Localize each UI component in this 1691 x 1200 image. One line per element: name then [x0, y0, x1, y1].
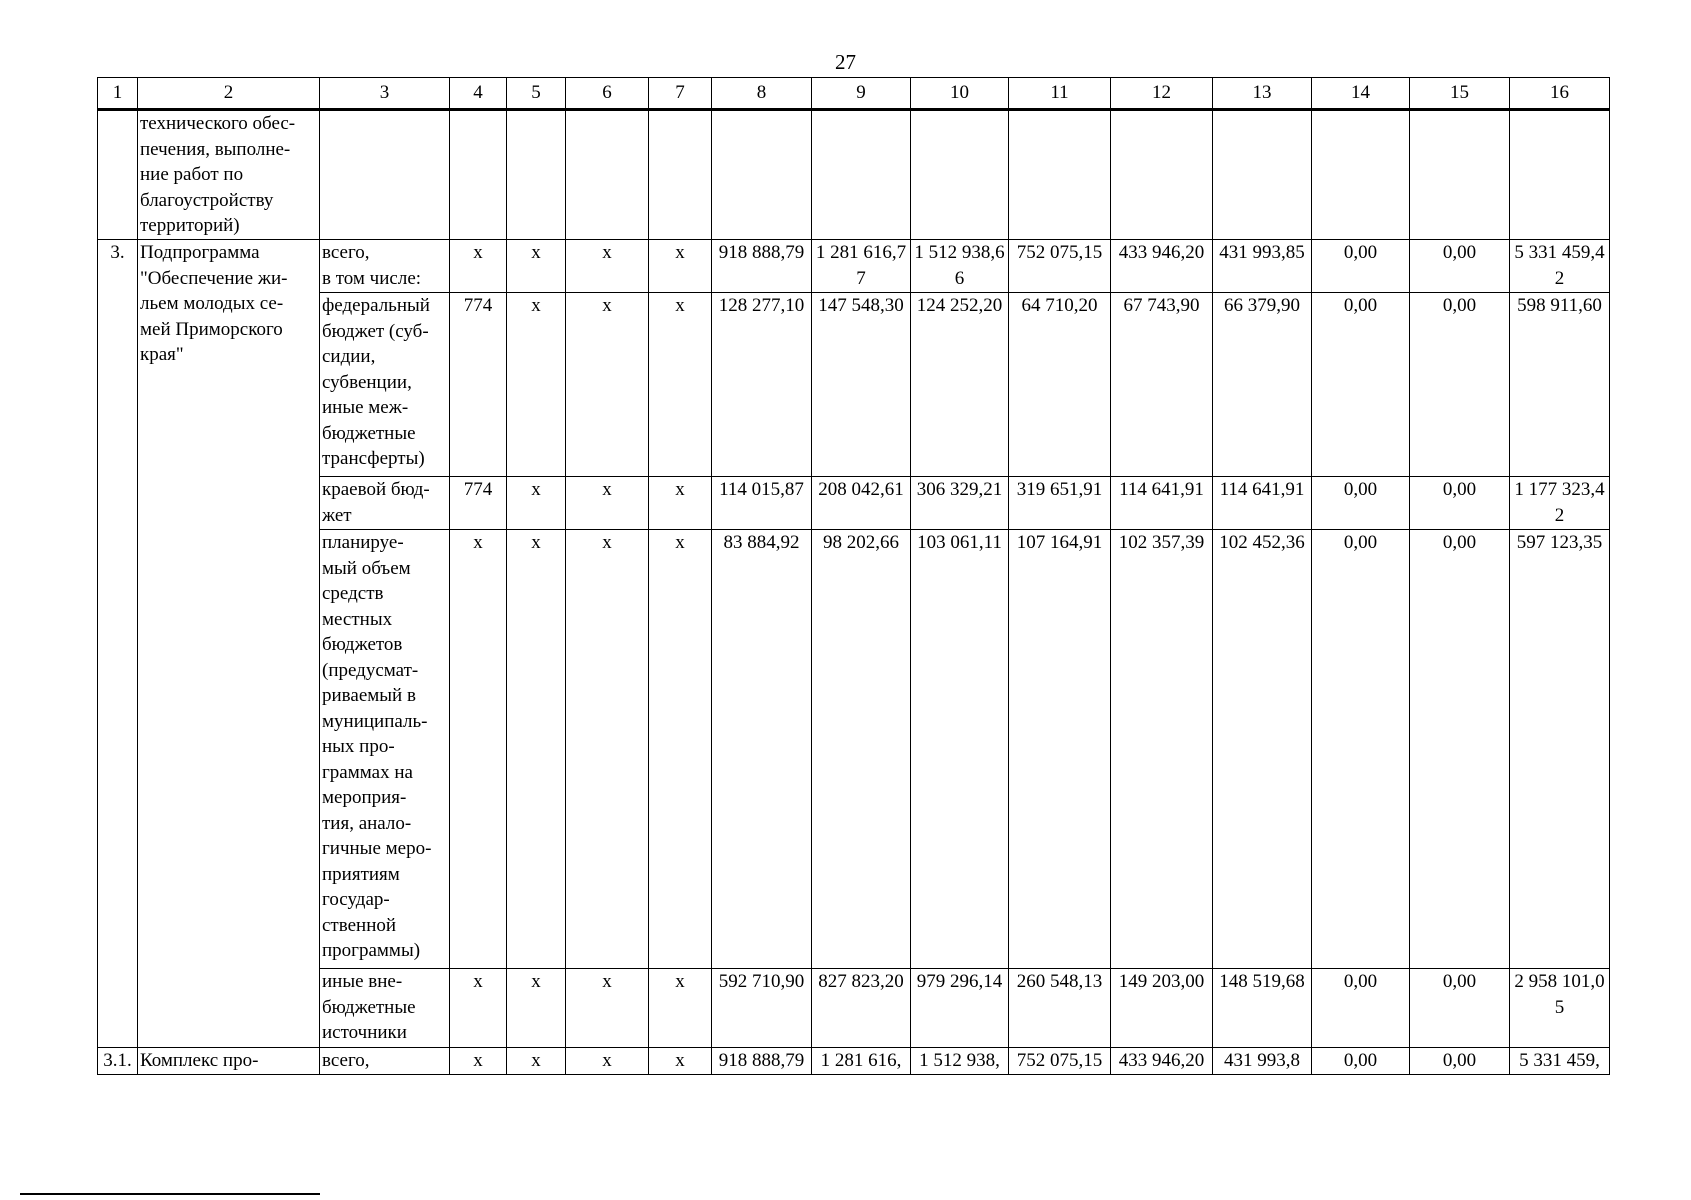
value-cell: 114 641,91 [1111, 477, 1213, 530]
source-cell: иные вне- бюджетные источники [320, 969, 450, 1048]
subprogram-name-cell: Комплекс про- [138, 1048, 320, 1075]
value-cell: 0,00 [1410, 969, 1510, 1048]
value-cell: 114 015,87 [712, 477, 812, 530]
column-header: 16 [1510, 78, 1610, 110]
table-cell: x [450, 969, 507, 1048]
column-header: 12 [1111, 78, 1213, 110]
value-cell: 64 710,20 [1009, 293, 1111, 477]
table-cell: x [507, 1048, 566, 1075]
column-header: 2 [138, 78, 320, 110]
value-cell: 124 252,20 [911, 293, 1009, 477]
column-header: 6 [566, 78, 649, 110]
value-cell: 598 911,60 [1510, 293, 1610, 477]
value-cell: 0,00 [1312, 240, 1410, 293]
column-header: 8 [712, 78, 812, 110]
value-cell: 431 993,85 [1213, 240, 1312, 293]
value-cell: 433 946,20 [1111, 1048, 1213, 1075]
table-cell: x [566, 969, 649, 1048]
table-cell [1312, 110, 1410, 240]
footnote-divider [20, 1193, 320, 1195]
table-cell [1111, 110, 1213, 240]
budget-table [97, 77, 1610, 1075]
table-cell: технического обес- печения, выполне- ние работ по благоустройству территорий) [138, 110, 320, 240]
table-row [98, 969, 1610, 1048]
row-number-cell: 3. [98, 240, 138, 1048]
value-cell: 98 202,66 [812, 530, 911, 969]
table-cell [507, 110, 566, 240]
value-cell: 431 993,8 [1213, 1048, 1312, 1075]
page-number: 27 [835, 50, 856, 74]
table-row [98, 110, 1610, 240]
table-cell: x [507, 477, 566, 530]
value-cell: 1 281 616, [812, 1048, 911, 1075]
value-cell: 148 519,68 [1213, 969, 1312, 1048]
table-cell: x [649, 969, 712, 1048]
value-cell: 1 512 938, [911, 1048, 1009, 1075]
value-cell: 0,00 [1410, 1048, 1510, 1075]
value-cell: 752 075,15 [1009, 1048, 1111, 1075]
column-header: 3 [320, 78, 450, 110]
column-header: 10 [911, 78, 1009, 110]
table-cell: 774 [450, 293, 507, 477]
table-cell: x [507, 969, 566, 1048]
column-header: 1 [98, 78, 138, 110]
table-cell: x [566, 477, 649, 530]
value-cell: 1 512 938,66 [911, 240, 1009, 293]
source-cell: планируе- мый объем средств местных бюджетов (предусмат- риваемый в муниципаль- ных про- граммах на мероприя- тия, анало- гичные меро- приятиям государ- ственной программы) [320, 530, 450, 969]
table-cell: x [649, 477, 712, 530]
value-cell: 306 329,21 [911, 477, 1009, 530]
table-cell [98, 110, 138, 240]
column-header: 13 [1213, 78, 1312, 110]
column-header: 9 [812, 78, 911, 110]
value-cell: 128 277,10 [712, 293, 812, 477]
table-cell [812, 110, 911, 240]
value-cell: 103 061,11 [911, 530, 1009, 969]
column-header: 5 [507, 78, 566, 110]
value-cell: 0,00 [1312, 293, 1410, 477]
table-cell: x [566, 530, 649, 969]
value-cell: 102 452,36 [1213, 530, 1312, 969]
table-row [98, 477, 1610, 530]
column-header: 14 [1312, 78, 1410, 110]
column-header: 7 [649, 78, 712, 110]
table-cell [1213, 110, 1312, 240]
source-cell: федеральный бюджет (суб- сидии, субвенции, иные меж- бюджетные трансферты) [320, 293, 450, 477]
value-cell: 0,00 [1312, 530, 1410, 969]
table-cell: x [649, 293, 712, 477]
value-cell: 319 651,91 [1009, 477, 1111, 530]
value-cell: 0,00 [1410, 530, 1510, 969]
value-cell: 918 888,79 [712, 240, 812, 293]
value-cell: 0,00 [1410, 293, 1510, 477]
value-cell: 752 075,15 [1009, 240, 1111, 293]
value-cell: 827 823,20 [812, 969, 911, 1048]
table-row [98, 1048, 1610, 1075]
table-row [98, 530, 1610, 969]
table-row [98, 293, 1610, 477]
table-cell: x [450, 1048, 507, 1075]
table-cell [1410, 110, 1510, 240]
value-cell: 0,00 [1312, 477, 1410, 530]
value-cell: 433 946,20 [1111, 240, 1213, 293]
table-cell [320, 110, 450, 240]
table-cell: x [450, 530, 507, 969]
value-cell: 208 042,61 [812, 477, 911, 530]
table-cell: x [566, 1048, 649, 1075]
table-cell: x [450, 240, 507, 293]
value-cell: 67 743,90 [1111, 293, 1213, 477]
value-cell: 260 548,13 [1009, 969, 1111, 1048]
value-cell: 107 164,91 [1009, 530, 1111, 969]
table-cell: x [649, 530, 712, 969]
table-cell [649, 110, 712, 240]
value-cell: 5 331 459,42 [1510, 240, 1610, 293]
source-cell: всего, [320, 1048, 450, 1075]
table-cell [911, 110, 1009, 240]
table-cell: x [566, 293, 649, 477]
source-cell: всего, в том числе: [320, 240, 450, 293]
subprogram-name-cell: Подпрограмма "Обеспечение жи- льем молодых се- мей Приморского края" [138, 240, 320, 1048]
value-cell: 0,00 [1410, 240, 1510, 293]
table-cell: 774 [450, 477, 507, 530]
table-cell: x [566, 240, 649, 293]
table-cell: x [507, 530, 566, 969]
value-cell: 979 296,14 [911, 969, 1009, 1048]
value-cell: 2 958 101,05 [1510, 969, 1610, 1048]
value-cell: 1 281 616,77 [812, 240, 911, 293]
value-cell: 918 888,79 [712, 1048, 812, 1075]
value-cell: 149 203,00 [1111, 969, 1213, 1048]
value-cell: 5 331 459, [1510, 1048, 1610, 1075]
value-cell: 83 884,92 [712, 530, 812, 969]
row-number-cell: 3.1. [98, 1048, 138, 1075]
column-header: 15 [1410, 78, 1510, 110]
value-cell: 102 357,39 [1111, 530, 1213, 969]
table-cell [1510, 110, 1610, 240]
table-cell [450, 110, 507, 240]
value-cell: 597 123,35 [1510, 530, 1610, 969]
source-cell: краевой бюд- жет [320, 477, 450, 530]
value-cell: 114 641,91 [1213, 477, 1312, 530]
value-cell: 0,00 [1312, 969, 1410, 1048]
value-cell: 592 710,90 [712, 969, 812, 1048]
value-cell: 147 548,30 [812, 293, 911, 477]
table-cell [712, 110, 812, 240]
table-cell: x [649, 1048, 712, 1075]
header-row [98, 78, 1610, 110]
column-header: 4 [450, 78, 507, 110]
value-cell: 0,00 [1410, 477, 1510, 530]
value-cell: 0,00 [1312, 1048, 1410, 1075]
value-cell: 66 379,90 [1213, 293, 1312, 477]
column-header: 11 [1009, 78, 1111, 110]
table-cell: x [507, 293, 566, 477]
table-cell: x [507, 240, 566, 293]
table-cell: x [649, 240, 712, 293]
table-cell [1009, 110, 1111, 240]
table-row [98, 240, 1610, 293]
value-cell: 1 177 323,42 [1510, 477, 1610, 530]
table-cell [566, 110, 649, 240]
